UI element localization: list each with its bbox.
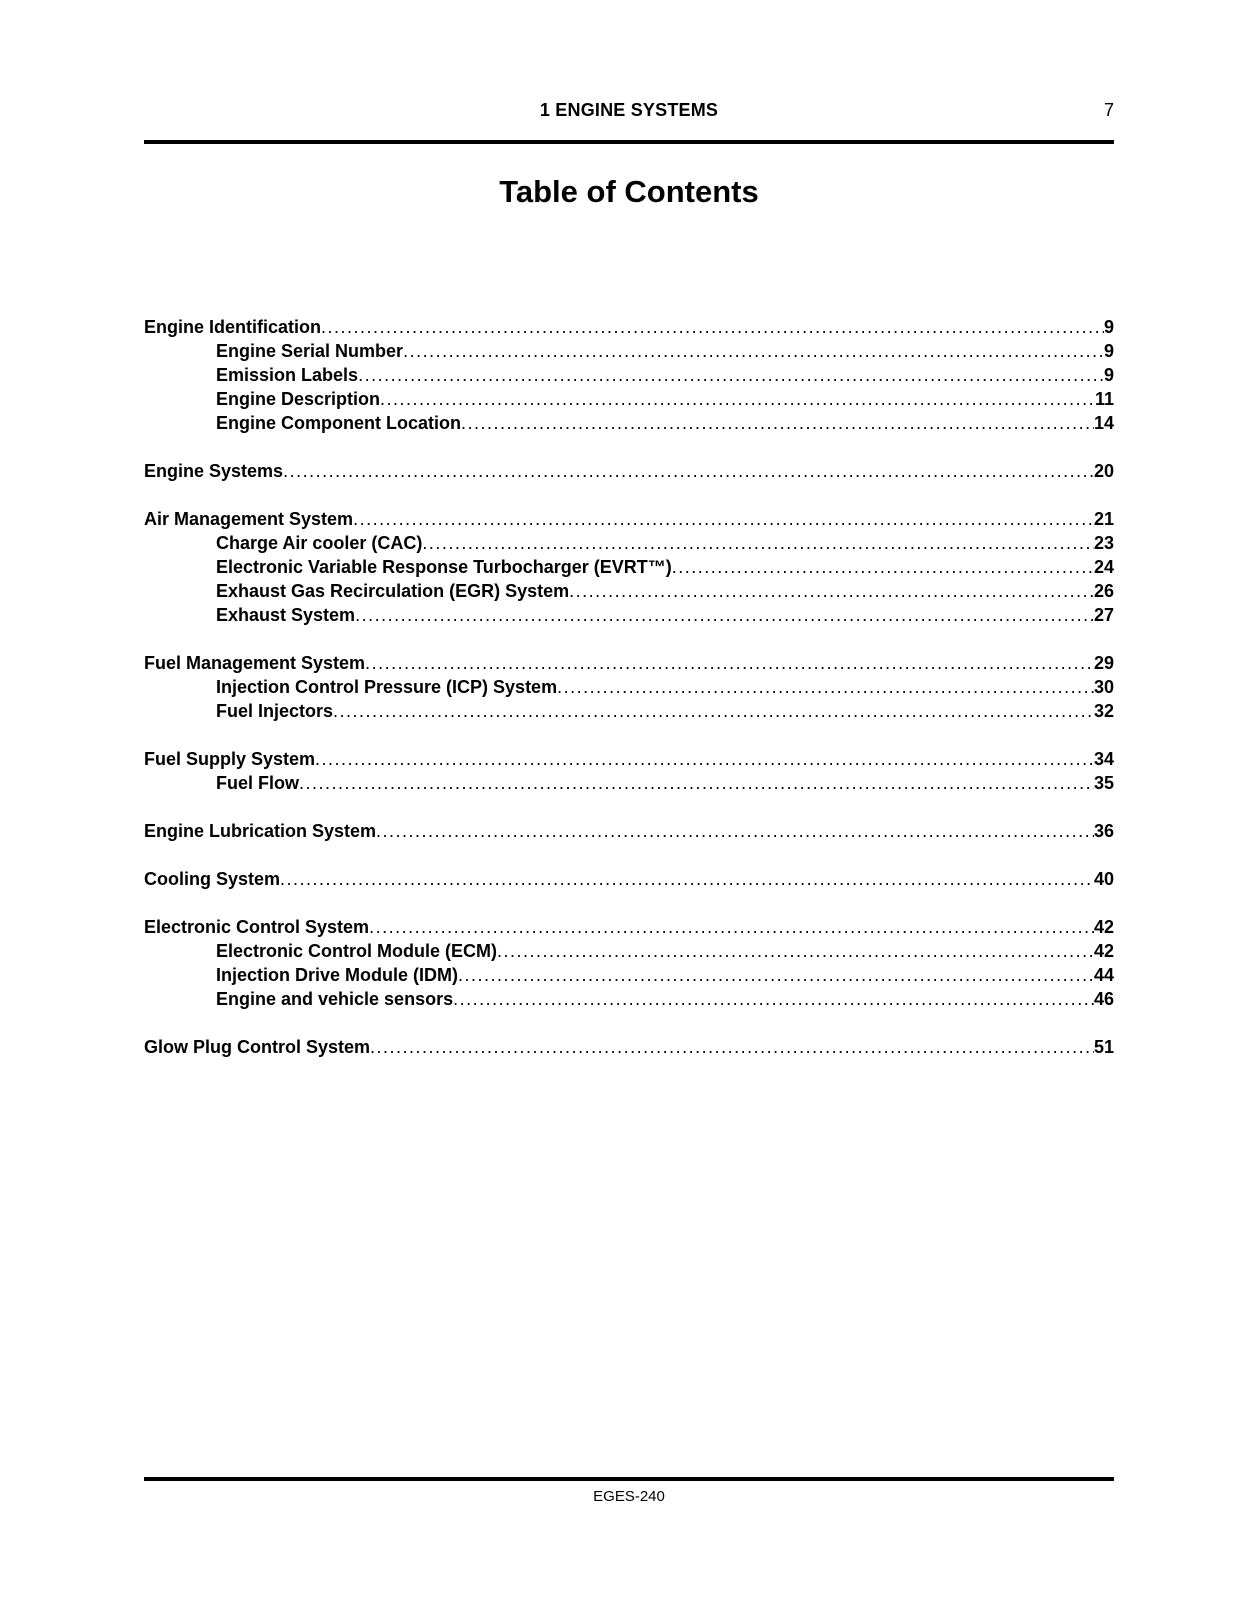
toc-dot-leader — [299, 771, 1094, 795]
toc-dot-leader — [370, 1035, 1094, 1059]
toc-entry[interactable] — [144, 675, 1114, 699]
toc-entry-label: Exhaust Gas Recirculation (EGR) System — [216, 581, 570, 601]
toc-entry[interactable] — [144, 315, 1114, 339]
toc-dot-leader — [365, 651, 1094, 675]
toc-dot-leader — [353, 507, 1094, 531]
toc-entry-label: Exhaust System — [216, 605, 356, 625]
toc-entry-label: Fuel Supply System — [144, 749, 316, 769]
toc-entry-label: Electronic Control System — [144, 917, 370, 937]
chapter-title: 1 ENGINE SYSTEMS — [539, 100, 719, 120]
toc-dot-leader — [321, 315, 1104, 339]
toc-entry-label: Engine Component Location — [216, 413, 461, 433]
toc-entry[interactable] — [144, 411, 1114, 435]
doc-code: EGES-240 — [593, 1488, 665, 1505]
toc-entry-page: 35 — [1093, 773, 1114, 793]
toc-entry-page: 24 — [1093, 557, 1114, 577]
toc-entry-page: 34 — [1093, 749, 1114, 769]
toc-entry-label: Injection Control Pressure (ICP) System — [216, 677, 558, 697]
toc-entry-label: Engine Description — [216, 389, 381, 409]
toc-entry[interactable] — [144, 747, 1114, 771]
toc-entry[interactable] — [144, 819, 1114, 843]
toc-entry-page: 9 — [1103, 341, 1114, 361]
toc-dot-leader — [403, 339, 1104, 363]
toc-entry[interactable] — [144, 1035, 1114, 1059]
toc-entry-page: 30 — [1093, 677, 1114, 697]
toc-entry-page: 21 — [1093, 509, 1114, 529]
toc-title: Table of Contents — [499, 174, 759, 209]
toc-entry-label: Electronic Variable Response Turbocharger (EVRT™) — [216, 557, 672, 577]
toc-dot-leader — [315, 747, 1094, 771]
toc-entry[interactable] — [144, 507, 1114, 531]
toc-dot-leader — [497, 939, 1094, 963]
toc-entry-label: Cooling System — [144, 869, 281, 889]
toc-entry[interactable] — [144, 987, 1114, 1011]
toc-dot-leader — [283, 459, 1094, 483]
toc-entry-label: Fuel Flow — [216, 773, 299, 793]
toc-entry-page: 51 — [1093, 1037, 1114, 1057]
toc-entry-page: 9 — [1103, 317, 1114, 337]
toc-entry-label: Engine Serial Number — [216, 341, 404, 361]
page-number: 7 — [1103, 100, 1114, 120]
toc-entry[interactable] — [144, 339, 1114, 363]
toc-entry-page: 32 — [1093, 701, 1114, 721]
toc-entry-label: Air Management System — [144, 509, 354, 529]
toc-dot-leader — [422, 531, 1094, 555]
toc-entry-page: 29 — [1093, 653, 1114, 673]
toc-entry-page: 20 — [1093, 461, 1114, 481]
toc-dot-leader — [358, 363, 1104, 387]
toc-dot-leader — [453, 987, 1094, 1011]
toc-dot-leader — [376, 819, 1094, 843]
toc-entry-page: 23 — [1093, 533, 1114, 553]
toc-dot-leader — [458, 963, 1094, 987]
toc-entry[interactable] — [144, 531, 1114, 555]
toc-entry-page: 11 — [1094, 389, 1114, 409]
toc-dot-leader — [355, 603, 1094, 627]
toc-entry[interactable] — [144, 555, 1114, 579]
toc-entry-page: 36 — [1093, 821, 1114, 841]
toc-entry[interactable] — [144, 459, 1114, 483]
toc-entry-label: Engine and vehicle sensors — [216, 989, 454, 1009]
toc-dot-leader — [672, 555, 1094, 579]
toc-entry-page: 46 — [1093, 989, 1114, 1009]
toc-entry-label: Injection Drive Module (IDM) — [216, 965, 459, 985]
toc-entry[interactable] — [144, 363, 1114, 387]
toc-entry-label: Emission Labels — [216, 365, 359, 385]
toc-entry[interactable] — [144, 939, 1114, 963]
toc-list — [144, 315, 1114, 1059]
toc-entry[interactable] — [144, 699, 1114, 723]
toc-entry-label: Engine Identification — [144, 317, 322, 337]
toc-entry-page: 42 — [1093, 917, 1114, 937]
toc-entry-page: 14 — [1093, 413, 1114, 433]
footer-rule — [144, 1477, 1114, 1481]
toc-entry-page: 42 — [1093, 941, 1114, 961]
toc-entry[interactable] — [144, 603, 1114, 627]
toc-entry[interactable] — [144, 579, 1114, 603]
toc-entry-label: Fuel Management System — [144, 653, 366, 673]
toc-dot-leader — [380, 387, 1095, 411]
toc-dot-leader — [333, 699, 1094, 723]
toc-entry-label: Fuel Injectors — [216, 701, 334, 721]
header-rule — [144, 140, 1114, 144]
toc-entry-label: Charge Air cooler (CAC) — [216, 533, 423, 553]
toc-entry-page: 26 — [1093, 581, 1114, 601]
toc-entry[interactable] — [144, 771, 1114, 795]
toc-entry-page: 27 — [1093, 605, 1114, 625]
toc-entry-label: Electronic Control Module (ECM) — [216, 941, 497, 961]
toc-entry[interactable] — [144, 915, 1114, 939]
toc-entry[interactable] — [144, 867, 1114, 891]
toc-dot-leader — [461, 411, 1094, 435]
toc-dot-leader — [369, 915, 1094, 939]
toc-dot-leader — [280, 867, 1094, 891]
toc-entry-page: 44 — [1093, 965, 1114, 985]
toc-entry[interactable] — [144, 651, 1114, 675]
toc-dot-leader — [569, 579, 1094, 603]
toc-entry[interactable] — [144, 387, 1114, 411]
page-header — [144, 100, 1114, 126]
toc-dot-leader — [557, 675, 1094, 699]
toc-entry[interactable] — [144, 963, 1114, 987]
toc-entry-page: 40 — [1093, 869, 1114, 889]
toc-entry-label: Engine Systems — [144, 461, 284, 481]
toc-entry-label: Glow Plug Control System — [144, 1037, 371, 1057]
toc-entry-label: Engine Lubrication System — [144, 821, 377, 841]
toc-entry-page: 9 — [1103, 365, 1114, 385]
